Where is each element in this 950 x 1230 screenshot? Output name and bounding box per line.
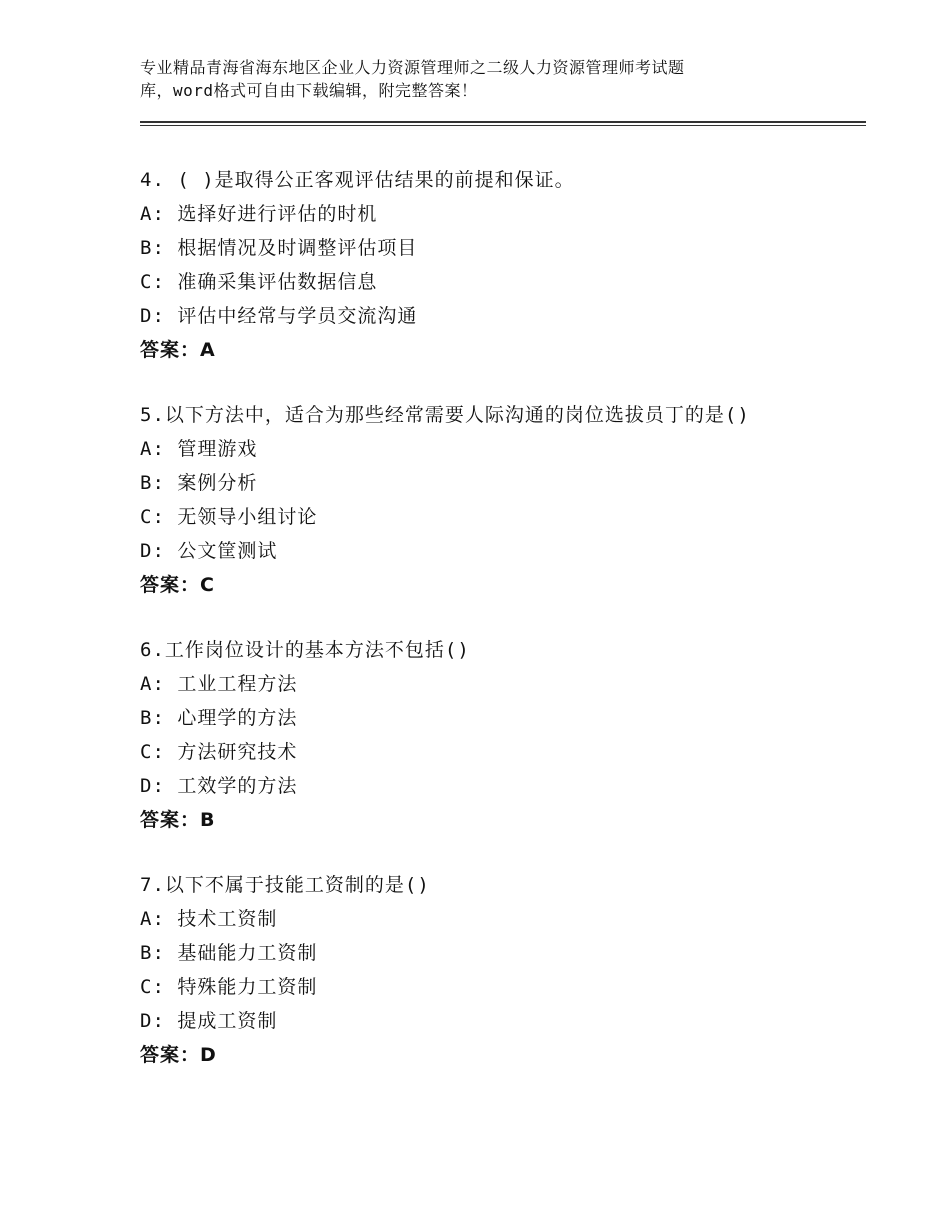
question-5	[140, 398, 840, 602]
header-divider	[140, 121, 866, 127]
answer: 答案：A	[140, 339, 216, 361]
question-stem: 7.以下不属于技能工资制的是()	[140, 874, 430, 896]
option-b: B: 心理学的方法	[140, 707, 298, 729]
option-d: D: 公文筐测试	[140, 540, 278, 562]
question-4	[140, 163, 840, 367]
header-line-1: 专业精品青海省海东地区企业人力资源管理师之二级人力资源管理师考试题	[140, 58, 685, 77]
question-stem: 4. ( )是取得公正客观评估结果的前提和保证。	[140, 169, 575, 191]
option-c: C: 准确采集评估数据信息	[140, 271, 378, 293]
option-c: C: 无领导小组讨论	[140, 506, 318, 528]
question-list	[140, 163, 840, 1103]
answer: 答案：B	[140, 809, 216, 831]
question-stem: 5.以下方法中，适合为那些经常需要人际沟通的岗位选拔员丁的是()	[140, 404, 750, 426]
option-a: A: 选择好进行评估的时机	[140, 203, 378, 225]
question-stem: 6.工作岗位设计的基本方法不包括()	[140, 639, 470, 661]
document-header	[140, 56, 780, 102]
question-6	[140, 633, 840, 837]
option-b: B: 案例分析	[140, 472, 258, 494]
option-a: A: 工业工程方法	[140, 673, 298, 695]
answer: 答案：D	[140, 1044, 217, 1066]
option-c: C: 特殊能力工资制	[140, 976, 318, 998]
header-line-2: 库，word格式可自由下载编辑，附完整答案！	[140, 81, 478, 100]
option-b: B: 基础能力工资制	[140, 942, 318, 964]
option-d: D: 工效学的方法	[140, 775, 298, 797]
option-b: B: 根据情况及时调整评估项目	[140, 237, 418, 259]
option-d: D: 评估中经常与学员交流沟通	[140, 305, 418, 327]
option-a: A: 技术工资制	[140, 908, 278, 930]
option-a: A: 管理游戏	[140, 438, 258, 460]
option-c: C: 方法研究技术	[140, 741, 298, 763]
option-d: D: 提成工资制	[140, 1010, 278, 1032]
question-7	[140, 868, 840, 1072]
answer: 答案：C	[140, 574, 215, 596]
